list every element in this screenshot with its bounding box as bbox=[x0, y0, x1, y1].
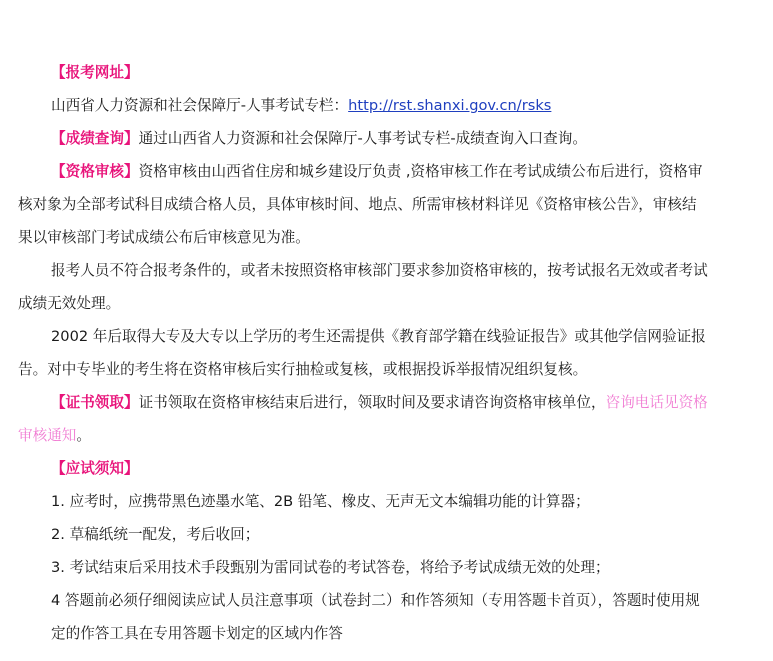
certificate-text: 证书领取在资格审核结束后进行，领取时间及要求请咨询资格审核单位， bbox=[138, 394, 606, 411]
website-section bbox=[18, 56, 708, 89]
qualification-paragraph-3: 2002 年后取得大专及大专以上学历的考生还需提供《教育部学籍在线验证报告》或其他学信网验证报告。对中专毕业的考生将在资格审核后实行抽检或复核，或根据投诉举报情况组织复核。 bbox=[18, 328, 706, 378]
website-line bbox=[18, 89, 708, 122]
exam-note-item: 4 答题前必须仔细阅读应试人员注意事项（试卷封二）和作答须知（专用答题卡首页），答题时使用规定的作答工具在专用答题卡划定的区域内作答 bbox=[51, 592, 700, 642]
certificate-contact-link[interactable]: 咨询电话见资格审核通知 bbox=[18, 394, 708, 444]
exam-note-item: 1. 应考时，应携带黑色迹墨水笔、2B 铅笔、橡皮、无声无文本编辑功能的计算器； bbox=[51, 493, 590, 510]
qualification-heading: 【资格审核】 bbox=[51, 163, 139, 180]
score-section bbox=[18, 122, 708, 155]
score-heading: 【成绩查询】 bbox=[51, 130, 139, 147]
website-link[interactable]: http://rst.shanxi.gov.cn/rsks bbox=[348, 97, 552, 114]
qualification-section bbox=[18, 155, 708, 254]
certificate-section bbox=[18, 386, 708, 452]
website-heading: 【报考网址】 bbox=[51, 64, 139, 81]
certificate-heading: 【证书领取】 bbox=[51, 394, 139, 411]
score-text: 通过山西省人力资源和社会保障厅-人事考试专栏-成绩查询入口查询。 bbox=[138, 130, 587, 147]
qualification-paragraph-2: 报考人员不符合报考条件的，或者未按照资格审核部门要求参加资格审核的，按考试报名无效或者考试成绩无效处理。 bbox=[18, 262, 708, 312]
document-body bbox=[18, 56, 708, 650]
certificate-tail: 。 bbox=[76, 427, 91, 444]
exam-note-item: 2. 草稿纸统一配发，考后收回； bbox=[51, 526, 260, 543]
qualification-text: 资格审核由山西省住房和城乡建设厅负责 ,资格审核工作在考试成绩公布后进行，资格审核对象为全部考试科目成绩合格人员，具体审核时间、地点、所需审核材料详见《资格审核公告》，审核结果以审核部门考试成绩公布后审核意见为准。 bbox=[18, 163, 703, 246]
exam-notes-heading: 【应试须知】 bbox=[51, 460, 139, 477]
website-text: 山西省人力资源和社会保障厅-人事考试专栏： bbox=[51, 97, 349, 114]
exam-notes-section bbox=[18, 452, 708, 485]
exam-note-item: 3. 考试结束后采用技术手段甄别为雷同试卷的考试答卷，将给予考试成绩无效的处理； bbox=[51, 559, 610, 576]
